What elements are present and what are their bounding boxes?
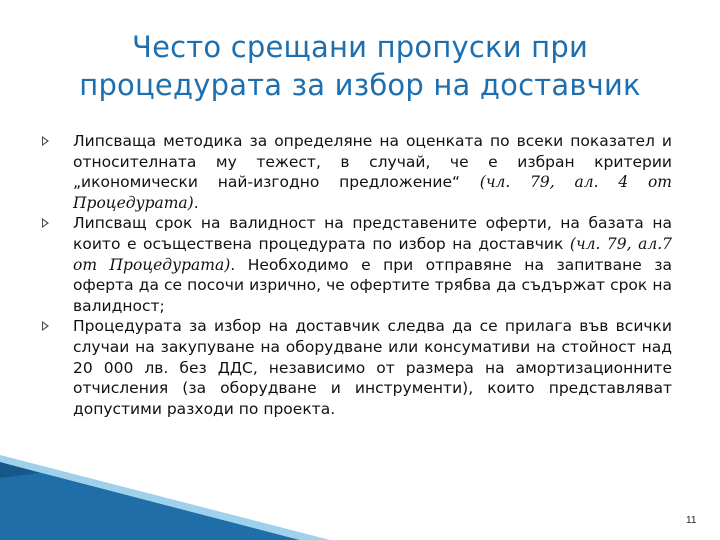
bullet-text-end: . bbox=[193, 193, 199, 212]
title-line-2: процедурата за избор на доставчик bbox=[79, 68, 641, 102]
title-line-1: Често срещани пропуски при bbox=[131, 30, 588, 64]
bullet-text-end: . Необходимо е при отправяне на запитване за оферта да се посочи изрично, че офертите трябва да съдържат срок на валидност; bbox=[73, 255, 672, 315]
page-number: 11 bbox=[686, 515, 697, 526]
bullet-reference: (чл. 79, ал. 4 от Процедурата) bbox=[73, 173, 672, 212]
bullet-text: Липсващ срок на валидност на представените оферти, на базата на които е осъществена процедурата по избор на доставчик bbox=[73, 214, 672, 253]
bullet-text: Липсваща методика за определяне на оценката по всеки показател и относителната му тежест, в случай, че е избран критерии „икономически най-изгодно предложение“ bbox=[73, 132, 672, 192]
bullet-reference: (чл. 79, ал.7 от Процедурата) bbox=[73, 234, 672, 274]
bullet-text: Процедурата за избор на доставчик следва да се прилага във всички случаи на закупуване на оборудване или консумативи на стойност над 20 000 лв. без ДДС, независимо от размера на амортизационните отчисления (за оборудване и инструменти), които представляват допустими разходи по проекта. bbox=[73, 317, 672, 418]
